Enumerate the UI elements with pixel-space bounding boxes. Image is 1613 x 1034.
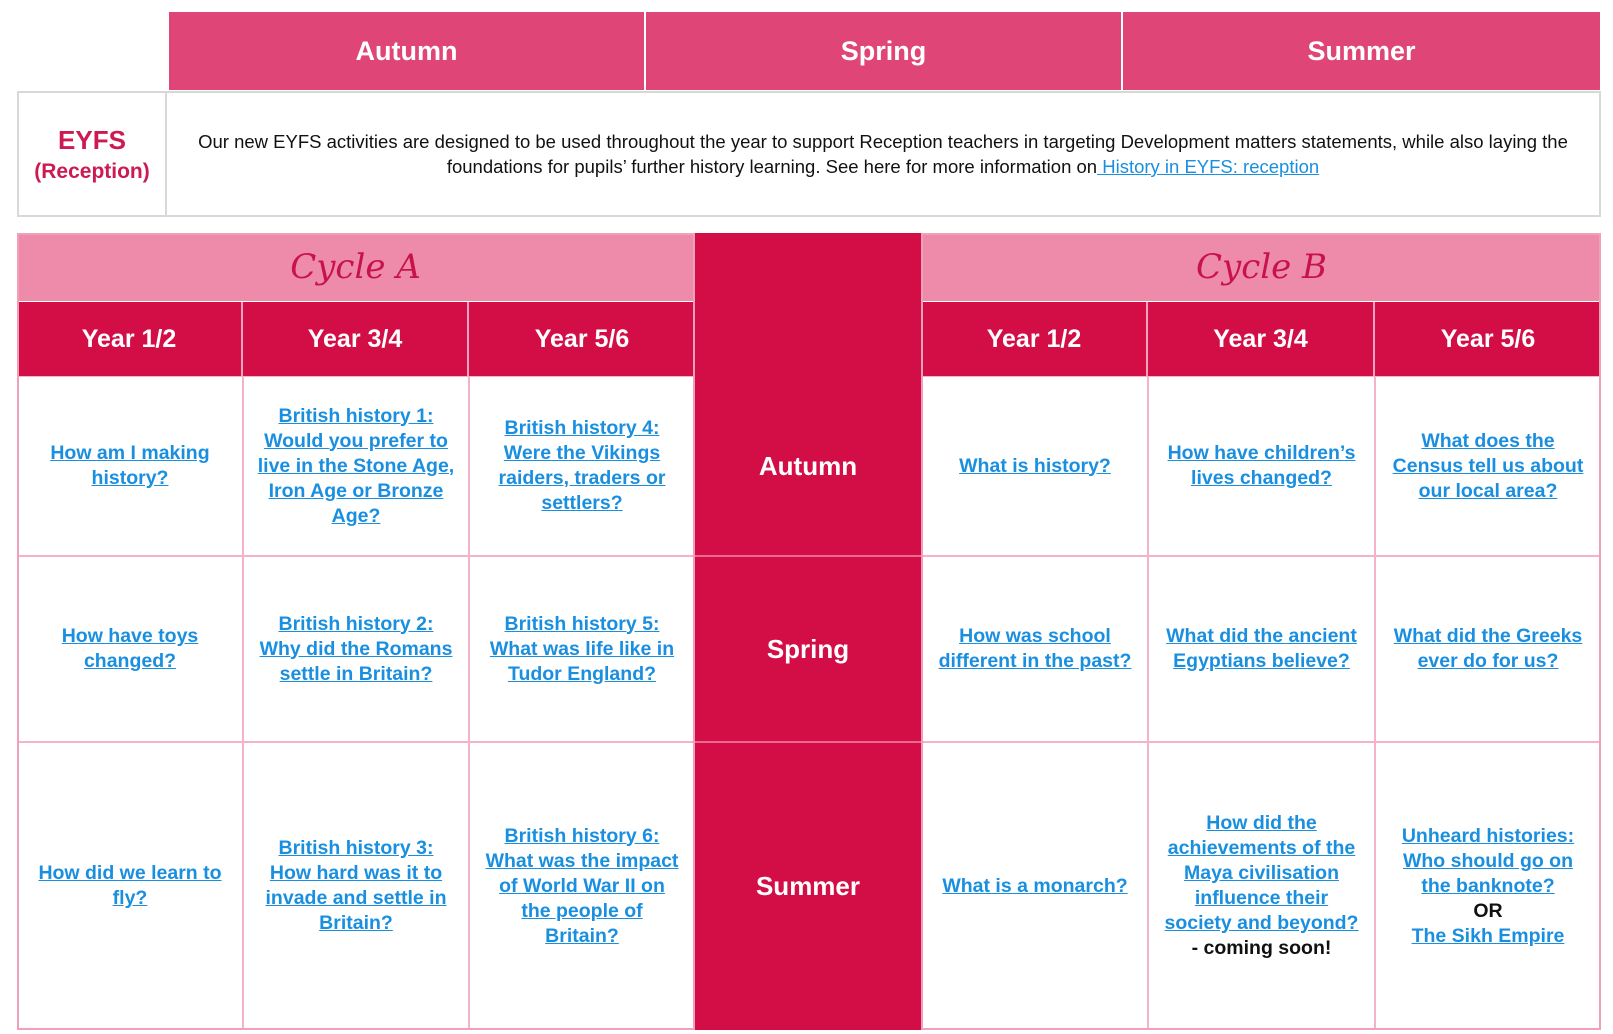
cell-b-spring-y12 <box>922 556 1148 742</box>
cell-b-autumn-y56 <box>1375 376 1601 556</box>
season-header-autumn: Autumn <box>169 12 644 90</box>
topic-link[interactable]: What does the Census tell us about our local area? <box>1392 429 1584 502</box>
topic-link[interactable]: Unheard histories: Who should go on the banknote? <box>1401 824 1575 897</box>
season-header-summer: Summer <box>1123 12 1600 90</box>
cell-a-spring-y56 <box>469 556 695 742</box>
topic-link[interactable]: How did we learn to fly? <box>38 862 222 909</box>
term-label-autumn: Autumn <box>758 450 858 481</box>
cell-b-summer-y34 <box>1148 742 1375 1030</box>
cell-b-spring-y34 <box>1148 556 1375 742</box>
cell-b-summer-y56 <box>1375 742 1601 1030</box>
eyfs-subtitle: (Reception) <box>34 159 150 183</box>
cycle-a-year-1-2-header: Year 1/2 <box>17 302 243 376</box>
topic-link[interactable]: What did the Greeks ever do for us? <box>1393 625 1583 672</box>
term-label-spring: Spring <box>766 633 850 664</box>
topic-link[interactable]: British history 3: How hard was it to invade and settle in Britain? <box>265 837 447 934</box>
eyfs-text: Our new EYFS activities are designed to be used throughout the year to support Reception teachers in targeting Development matters statements, while also laying the foundations for pupils’ further history learning. See here for more information on <box>198 131 1568 177</box>
cycle-b-header: Cycle B <box>922 233 1601 301</box>
cell-a-summer-y12 <box>17 742 243 1030</box>
topic-link[interactable]: British history 6: What was the impact of World War II on the people of Britain? <box>485 824 679 947</box>
cycle-b-year-1-2-header: Year 1/2 <box>922 302 1148 376</box>
eyfs-link[interactable]: History in EYFS: reception <box>1097 156 1320 177</box>
topic-link[interactable]: What did the ancient Egyptians believe? <box>1166 625 1357 672</box>
topic-link[interactable]: How am I making history? <box>50 442 210 489</box>
eyfs-label <box>17 91 167 217</box>
cycle-a-year-3-4-header: Year 3/4 <box>243 302 469 376</box>
cell-a-summer-y56 <box>469 742 695 1030</box>
cell-a-summer-y34 <box>243 742 469 1030</box>
cycle-b-year-5-6-header: Year 5/6 <box>1375 302 1601 376</box>
or-separator: OR <box>1473 899 1503 922</box>
topic-link[interactable]: British history 4: Were the Vikings raiders, traders or settlers? <box>498 417 666 514</box>
topic-link[interactable]: British history 2: Why did the Romans settle in Britain? <box>259 612 453 685</box>
eyfs-title: EYFS <box>58 124 126 155</box>
cell-a-autumn-y34 <box>243 376 469 556</box>
cell-a-autumn-y56 <box>469 376 695 556</box>
cycle-a-header: Cycle A <box>17 233 694 301</box>
eyfs-description <box>167 91 1601 217</box>
topic-link[interactable]: What is a monarch? <box>942 874 1128 897</box>
topic-link[interactable]: The Sikh Empire <box>1411 924 1565 947</box>
cell-b-summer-y12 <box>922 742 1148 1030</box>
topic-link[interactable]: British history 1: Would you prefer to live in the Stone Age, Iron Age or Bronze Age? <box>257 404 455 527</box>
term-label-summer: Summer <box>755 870 861 901</box>
topic-link[interactable]: How have toys changed? <box>61 625 199 672</box>
cycle-b-year-3-4-header: Year 3/4 <box>1148 302 1375 376</box>
topic-link[interactable]: British history 5: What was life like in Tudor England? <box>489 612 675 685</box>
season-header-spring: Spring <box>646 12 1121 90</box>
cell-a-spring-y34 <box>243 556 469 742</box>
cycle-a-year-5-6-header: Year 5/6 <box>469 302 695 376</box>
cell-a-spring-y12 <box>17 556 243 742</box>
cell-b-autumn-y34 <box>1148 376 1375 556</box>
topic-link[interactable]: How was school different in the past? <box>938 625 1132 672</box>
cell-a-autumn-y12 <box>17 376 243 556</box>
coming-soon-note: - coming soon! <box>1191 937 1332 959</box>
cell-b-spring-y56 <box>1375 556 1601 742</box>
topic-link[interactable]: What is history? <box>959 454 1111 477</box>
topic-link[interactable]: How have children’s lives changed? <box>1167 442 1356 489</box>
topic-link[interactable]: How did the achievements of the Maya civilisation influence their society and beyond? <box>1164 812 1359 934</box>
cell-b-autumn-y12 <box>922 376 1148 556</box>
